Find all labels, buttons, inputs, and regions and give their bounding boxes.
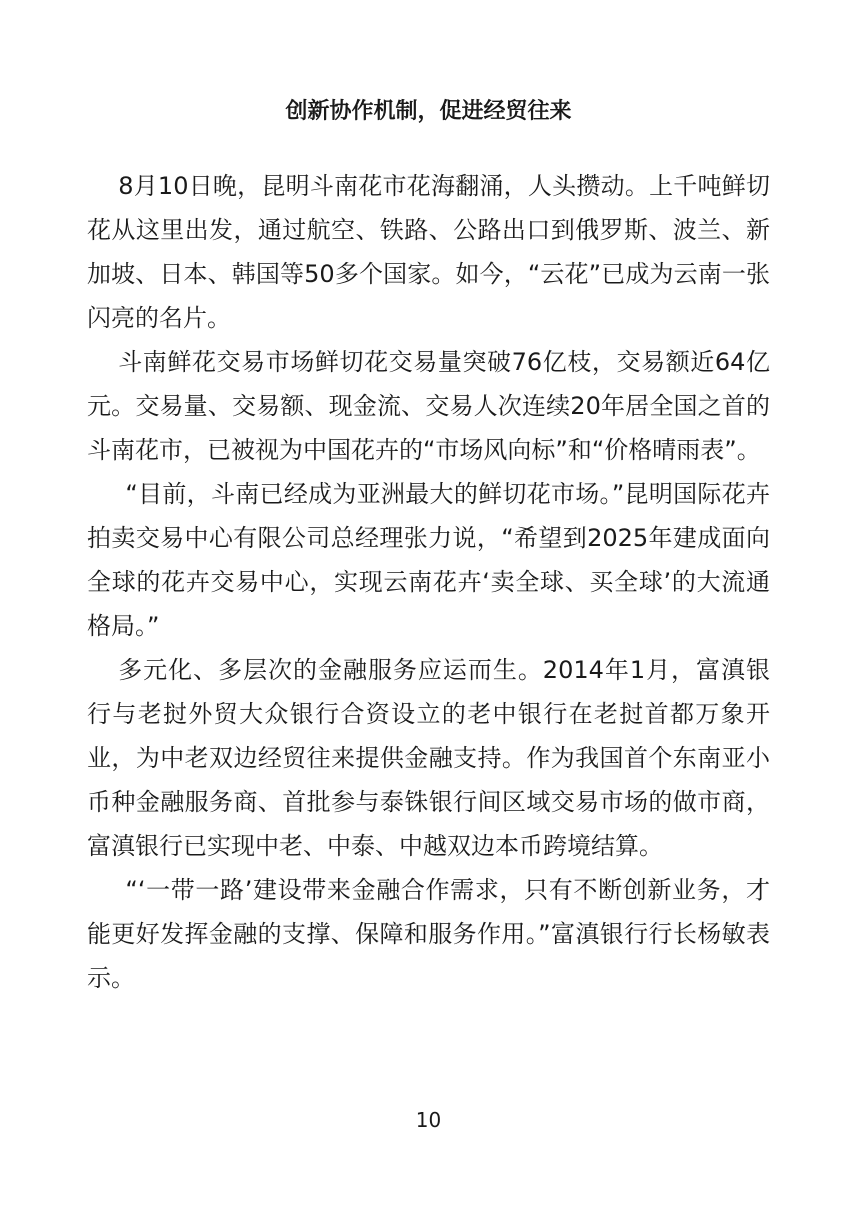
article-body — [87, 164, 770, 1000]
paragraph: “‘一带一路’建设带来金融合作需求，只有不断创新业务，才能更好发挥金融的支撑、保障和服务作用。”富滇银行行长杨敏表示。 — [87, 876, 770, 992]
paragraph: 斗南鲜花交易市场鲜切花交易量突破76亿枝，交易额近64亿元。交易量、交易额、现金流、交易人次连续20年居全国之首的斗南花市，已被视为中国花卉的“市场风向标”和“价格晴雨表”。 — [87, 348, 770, 464]
paragraph: “目前，斗南已经成为亚洲最大的鲜切花市场。”昆明国际花卉拍卖交易中心有限公司总经理张力说，“希望到2025年建成面向全球的花卉交易中心，实现云南花卉‘卖全球、买全球’的大流通格局。” — [87, 480, 770, 640]
page-title: 创新协作机制，促进经贸往来 — [285, 99, 572, 124]
page-number: 10 — [415, 1108, 442, 1132]
paragraph: 8月10日晚，昆明斗南花市花海翻涌，人头攒动。上千吨鲜切花从这里出发，通过航空、铁路、公路出口到俄罗斯、波兰、新加坡、日本、韩国等50多个国家。如今，“云花”已成为云南一张闪亮的名片。 — [87, 172, 770, 332]
paragraph: 多元化、多层次的金融服务应运而生。2014年1月，富滇银行与老挝外贸大众银行合资设立的老中银行在老挝首都万象开业，为中老双边经贸往来提供金融支持。作为我国首个东南亚小币种金融服务商、首批参与泰铢银行间区域交易市场的做市商，富滇银行已实现中老、中泰、中越双边本币跨境结算。 — [87, 656, 770, 860]
